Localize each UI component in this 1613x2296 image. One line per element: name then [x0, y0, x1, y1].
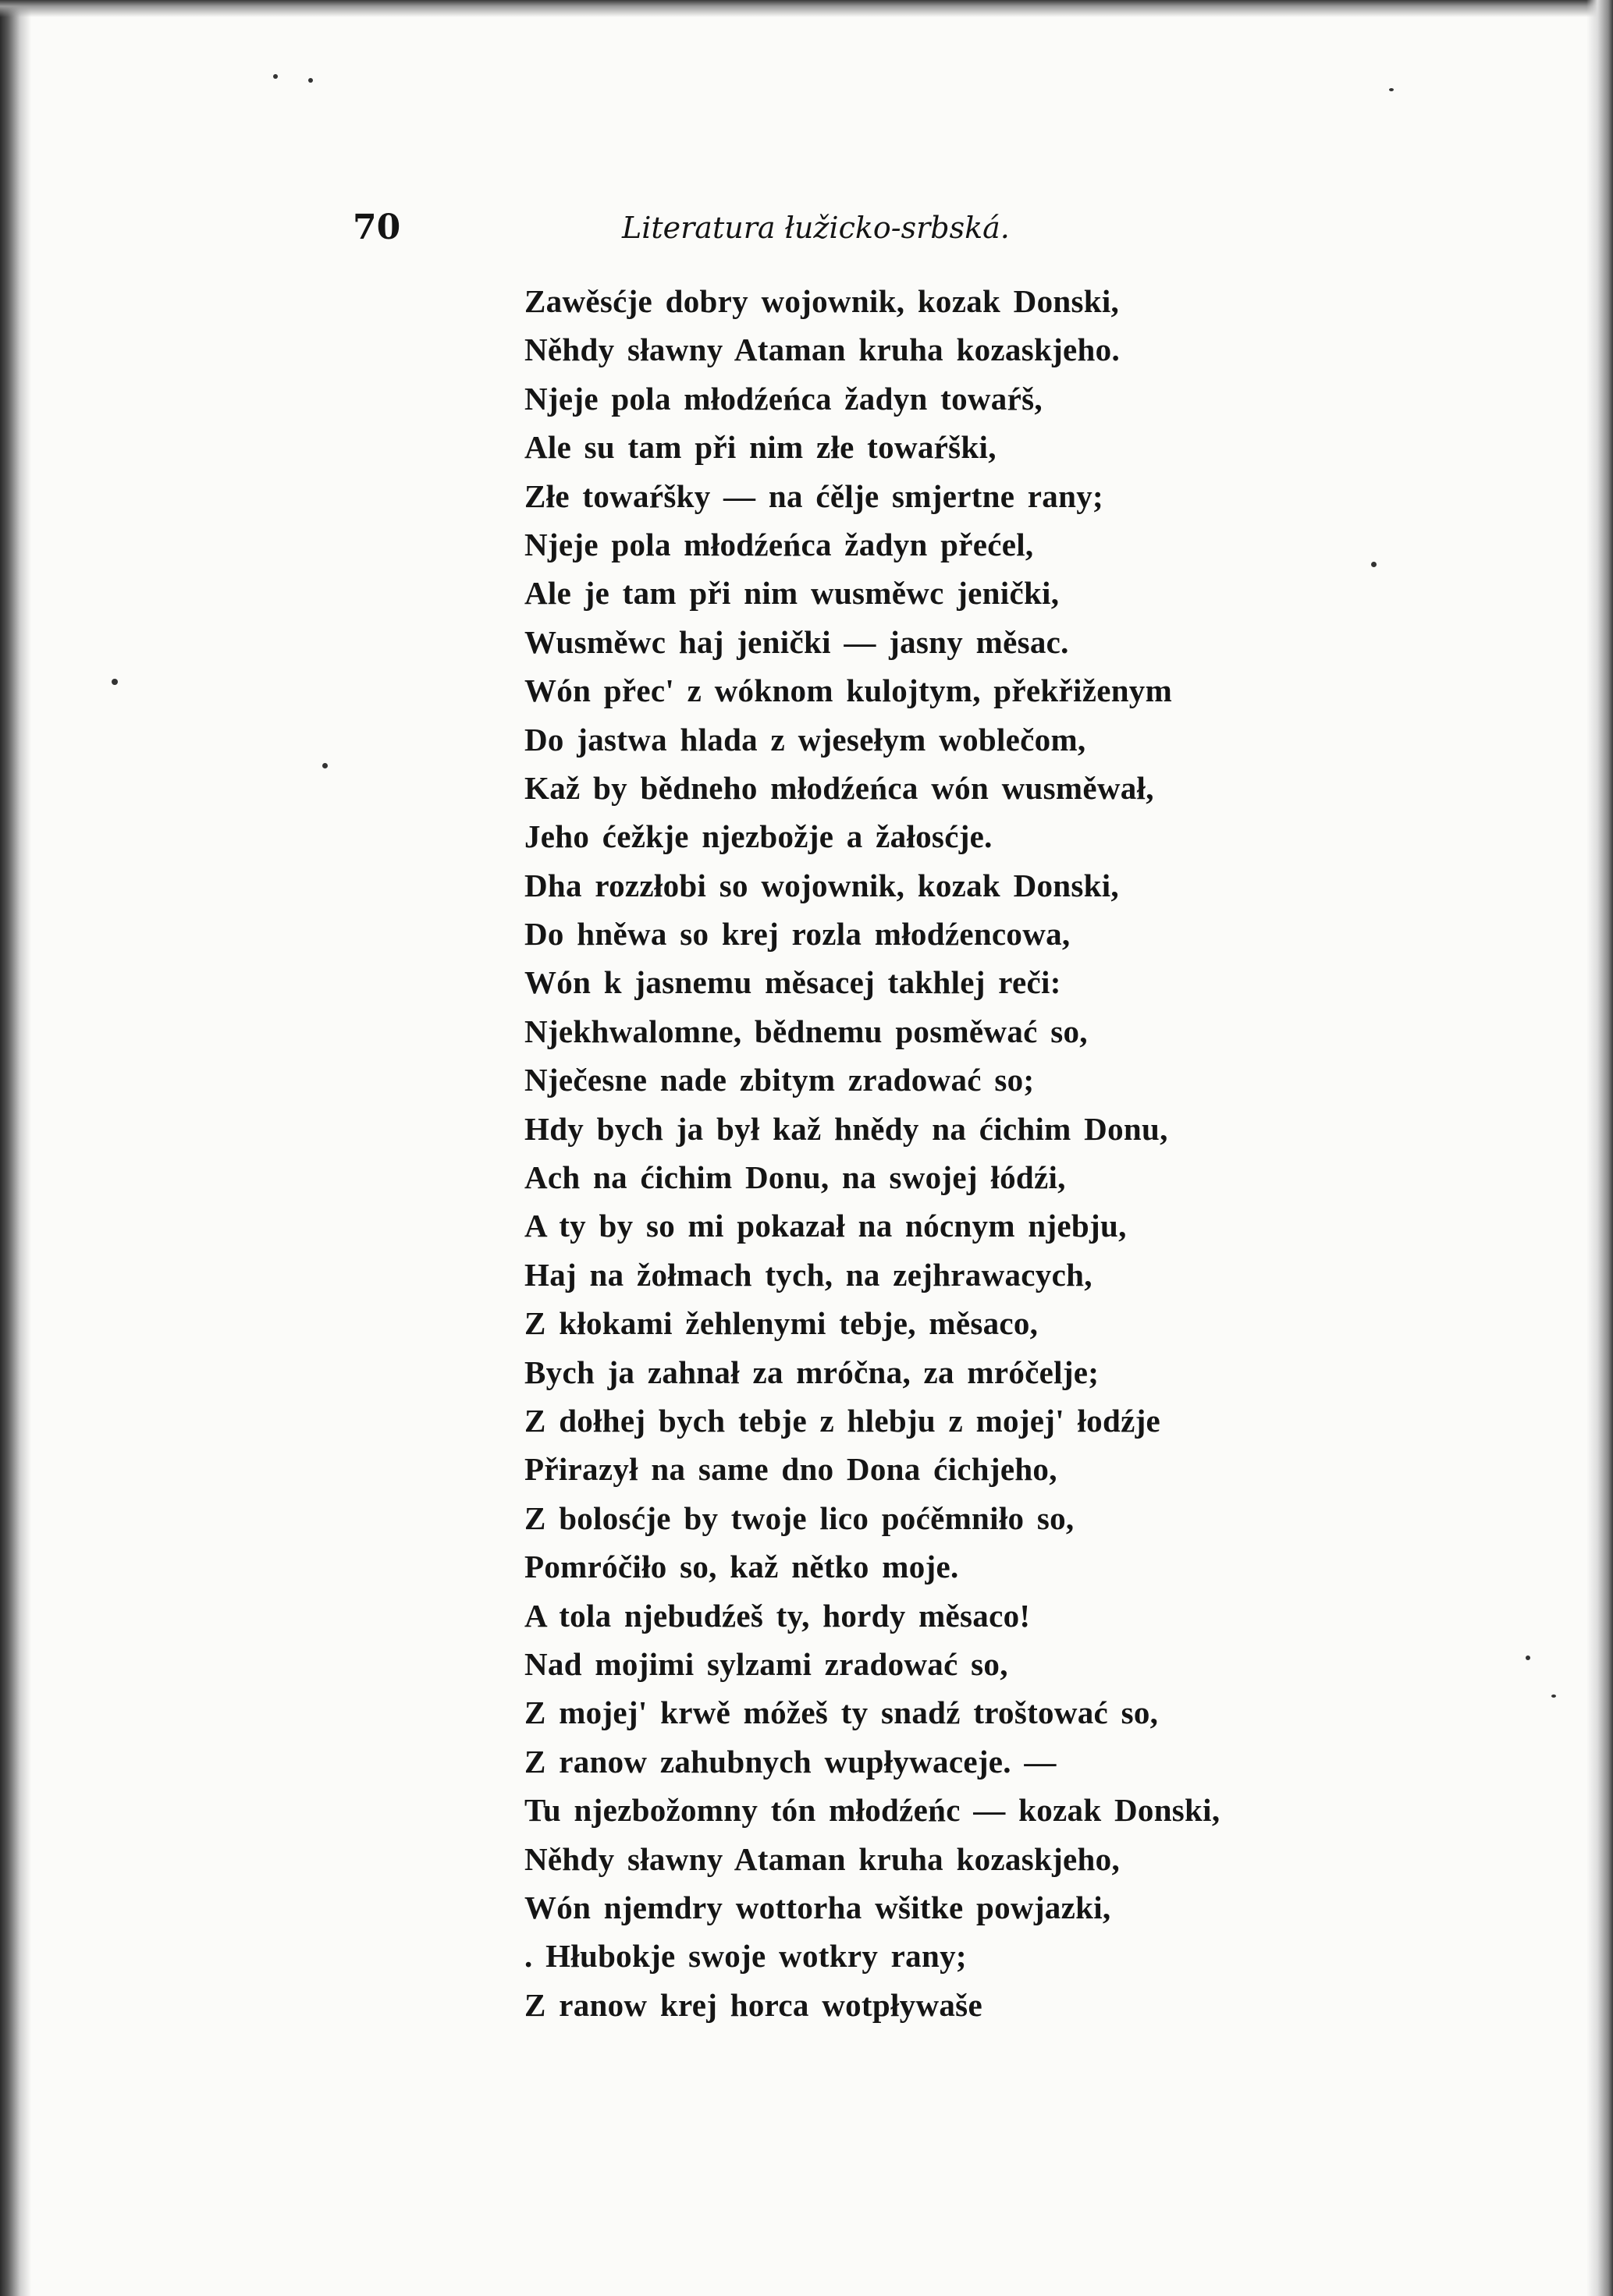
dust-speck — [1526, 1655, 1530, 1660]
poem-text — [524, 277, 1305, 2029]
poem-line: Ale su tam při nim złe towaŕški, — [524, 429, 997, 466]
poem-line: Z ranow zahubnych wupływaceje. — — [524, 1743, 1057, 1780]
scan-edge-right — [1586, 0, 1613, 2296]
running-title: Literatura łužicko-srbská. — [622, 211, 1010, 245]
poem-line: Z bolosćje by twoje lico poćěmniło so, — [524, 1499, 1075, 1536]
poem-line: Bych ja zahnał za mróčna, za mróčelje; — [524, 1354, 1100, 1390]
scan-edge-top — [0, 0, 1613, 17]
poem-line: Hdy bych ja był kaž hnědy na ćichim Donu, — [524, 1110, 1168, 1147]
poem-line: Nječesne nade zbitym zradować so; — [524, 1062, 1035, 1098]
poem-line: Wón k jasnemu měsacej takhlej reči: — [524, 964, 1061, 1001]
poem-line: Do jastwa hlada z wjesełym woblečom, — [524, 721, 1086, 758]
poem-line: Ach na ćichim Donu, na swojej łódźi, — [524, 1159, 1066, 1196]
poem-line: Z dołhej bych tebje z hlebju z mojej' łodźje — [524, 1402, 1161, 1439]
dust-speck — [322, 763, 328, 768]
poem-line: Z kłokami žehlenymi tebje, měsaco, — [524, 1305, 1039, 1342]
poem-line: Njeje pola młodźeńca žadyn přećel, — [524, 526, 1034, 562]
poem-line: Wusměwc haj jenički — jasny měsac. — [524, 623, 1069, 660]
poem-line: A ty by so mi pokazał na nócnym njebju, — [524, 1208, 1127, 1244]
poem-line: Zawěsćje dobry wojownik, kozak Donski, — [524, 283, 1120, 319]
scan-edge-left — [0, 0, 31, 2296]
poem-line: Z mojej' krwě móžeš ty snadź troštować so, — [524, 1694, 1159, 1731]
poem-line: Něhdy sławny Ataman kruha kozaskjeho, — [524, 1840, 1120, 1877]
poem-line: Z ranow krej horca wotpływaše — [524, 1986, 982, 2023]
dust-speck — [1371, 562, 1377, 567]
poem-line: Přirazył na same dno Dona ćichjeho, — [524, 1451, 1057, 1488]
dust-speck — [1389, 88, 1394, 91]
dust-speck — [308, 78, 313, 83]
poem-line: Něhdy sławny Ataman kruha kozaskjeho. — [524, 332, 1120, 368]
poem-line: Haj na žołmach tych, na zejhrawacych, — [524, 1256, 1093, 1293]
poem-line: Kaž by bědneho młodźeńca wón wusměwał, — [524, 769, 1154, 806]
dust-speck — [1551, 1694, 1556, 1698]
dust-speck — [112, 679, 118, 685]
poem-line: Ale je tam při nim wusměwc jenički, — [524, 575, 1060, 612]
poem-line: Złe towaŕšky — na ćěljе smjertne rany; — [524, 477, 1103, 514]
poem-line: Do hněwa so krej rozla młodźencowa, — [524, 916, 1071, 953]
poem-line: Wón přec' z wóknom kulojtym, překřiženym — [524, 672, 1173, 709]
poem-line: Nad mojimi sylzami zradować so, — [524, 1645, 1008, 1682]
poem-line: . Hłubokje swoje wotkry rany; — [524, 1938, 967, 1975]
poem-line: Tu njezbožomny tón młodźeńc — kozak Donski, — [524, 1792, 1220, 1829]
poem-line: Wón njemdry wottorha wšitke powjazki, — [524, 1889, 1111, 1925]
poem-line: Dha rozzłobi so wojownik, kozak Donski, — [524, 867, 1119, 903]
poem-line: Njekhwalomne, bědnemu posměwać so, — [524, 1013, 1088, 1049]
poem-line: Jeho ćežkje njezbožje a žałosćje. — [524, 818, 993, 855]
page-number: 70 — [353, 208, 401, 247]
poem-line: A tola njebudźeš ty, hordy měsaco! — [524, 1597, 1031, 1634]
poem-line: Pomróčiło so, kaž nětko moje. — [524, 1549, 959, 1585]
page-header — [353, 204, 1133, 251]
poem-line: Njeje pola młodźeńca žadyn towaŕš, — [524, 380, 1043, 417]
dust-speck — [273, 74, 278, 79]
